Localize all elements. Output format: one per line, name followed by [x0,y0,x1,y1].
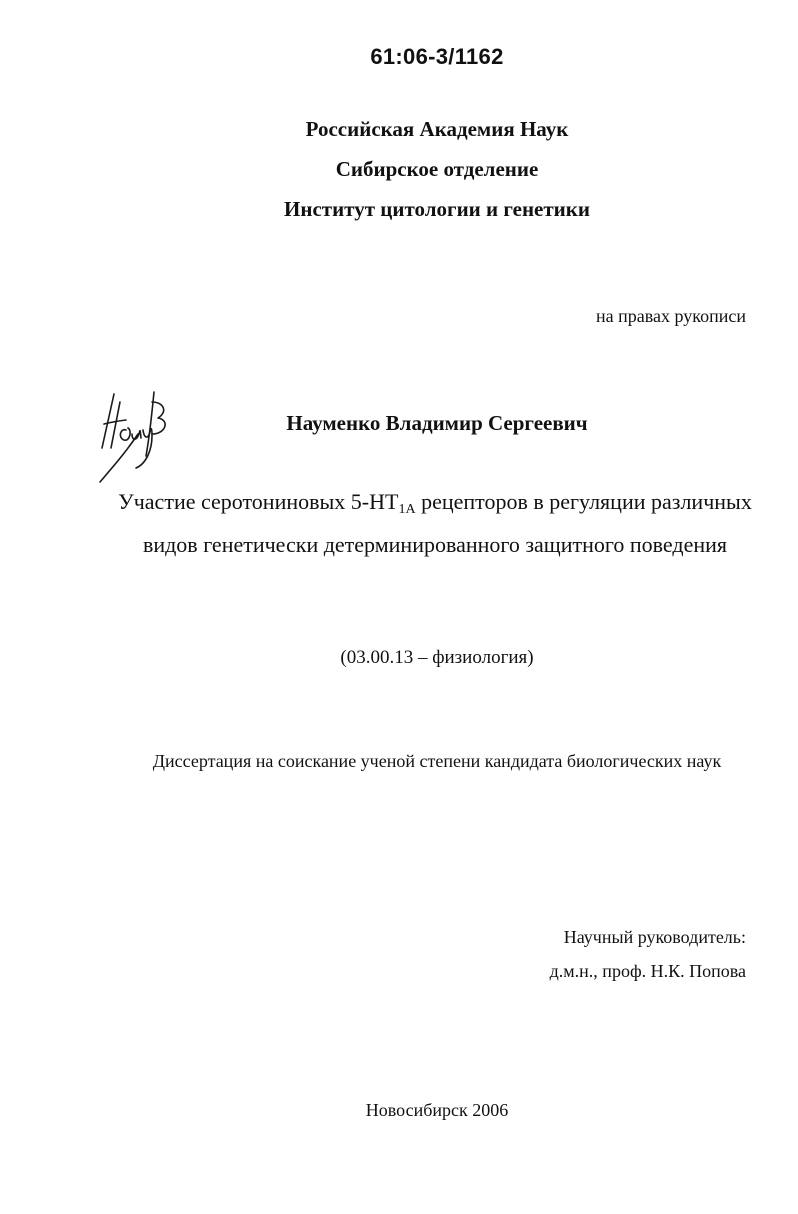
title-subscript: 1A [398,502,416,517]
city-year: Новосибирск 2006 [365,1100,509,1120]
catalog-code: 61:06-3/1162 [370,44,504,69]
title-part-2: рецепторов в регуляции различных видов генетически детерминированного защитного поведения [142,489,752,557]
author-name: Науменко Владимир Сергеевич [286,411,588,435]
organization-academy: Российская Академия Наук [305,117,569,141]
dissertation-statement: Диссертация на соискание ученой степени кандидата биологических наук [152,751,722,771]
supervisor-label: Научный руководитель: [563,927,746,947]
manuscript-rights-note: на правах рукописи [596,306,746,326]
organization-institute: Институт цитологии и генетики [284,197,590,221]
title-part-1: Участие серотониновых 5-НТ [118,489,399,514]
dissertation-title [110,480,760,566]
specialty-code: (03.00.13 – физиология) [340,647,534,668]
organization-branch: Сибирское отделение [335,157,539,181]
supervisor-name: д.м.н., проф. Н.К. Попова [549,961,746,981]
